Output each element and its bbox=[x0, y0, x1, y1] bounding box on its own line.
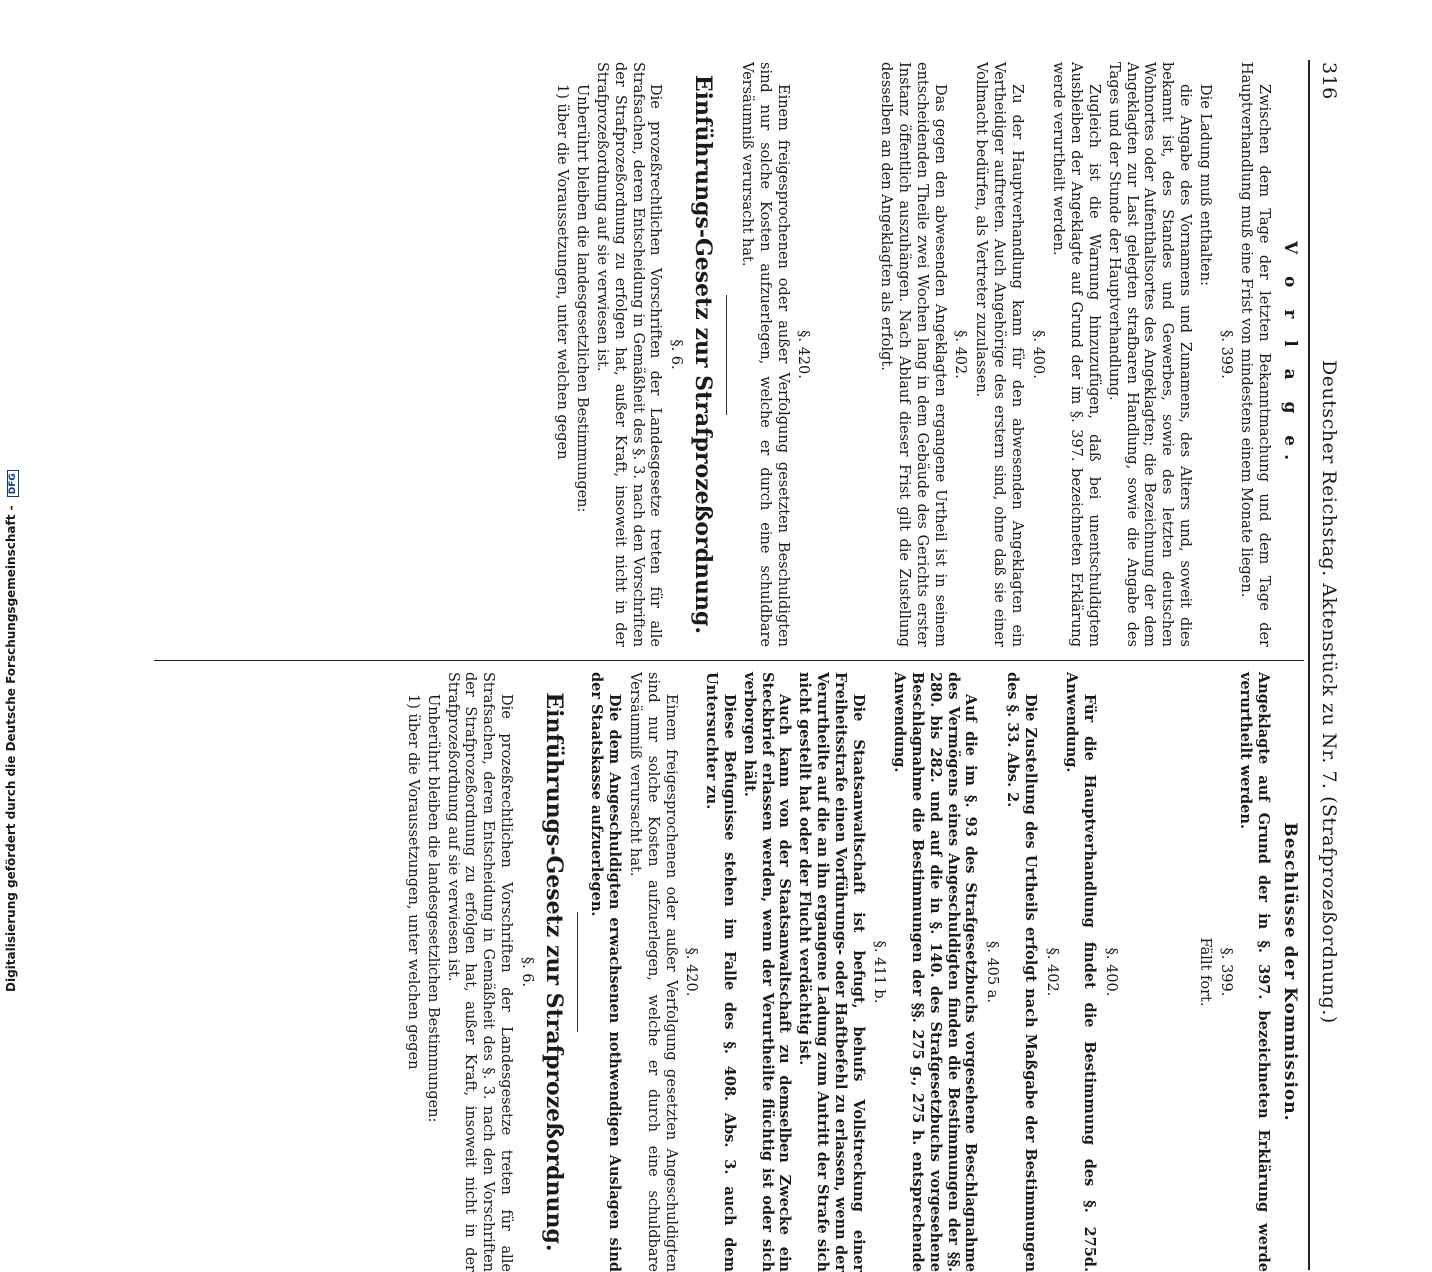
left-column bbox=[551, 62, 1304, 647]
section-number: §. 411 b. bbox=[871, 940, 888, 1004]
paragraph: Die dem Angeschuldigten erwachsenen nothwendigen Auslagen sind der Staatskasse aufzuerlegen. bbox=[588, 672, 624, 1272]
section-number: §. 400. bbox=[1029, 330, 1046, 379]
right-column-heading: Beschlüsse der Kommission. bbox=[1280, 822, 1300, 1122]
section-number: §. 402. bbox=[952, 330, 969, 379]
paragraph: die Angabe des Vornamens und Zunamens, des Alters und, soweit dies bekannt ist, des Standes und Gewerbes, sowie des letzten deutschen Wohnortes oder Aufenthaltsortes des Angeklagten; die Bezeichnung der dem Angeklagten zur Last gelegten strafbaren Handlung, sowie die Angabe des Tages und der Stunde der Hauptverhandlung. bbox=[1105, 62, 1194, 647]
section-number: §. 399. bbox=[1217, 947, 1234, 997]
paragraph: Auf die im §. 93 des Strafgesetzbuchs vorgesehene Beschlagnahme des Vermögens eines Angeschuldigten finden die Bestimmungen der §§. 280. bis 282. und auf die in §. 140. des Strafgesetzbuchs vorgesehene Beschlagnahme die Bestimmungen der §§. 275 g., 275 h. entsprechende Anwendung. bbox=[891, 672, 980, 1272]
section-number: §. 402. bbox=[1043, 947, 1060, 997]
paragraph: Unberührt bleiben die landesgesetzlichen Bestimmungen: bbox=[574, 84, 591, 513]
paragraph: Das gegen den abwesenden Angeklagten ergangene Urtheil ist in seinem entscheidenden Theile zwei Wochen lang in dem Gebäude des Gerichts erster Instanz öffentlich auszuhängen. Nach Ablauf dieser Frist gilt die Zustellung desselben an den Angeklagten als erfolgt. bbox=[878, 62, 948, 647]
paragraph: Einem freigesprochenen oder außer Verfolgung gesetzten Angeschuldigten sind nur solche Kosten aufzuerlegen, welche er durch eine schuldbare Versäumniß verursacht hat. bbox=[627, 672, 679, 1272]
section-number: §. 420. bbox=[795, 330, 812, 379]
header-rule bbox=[1308, 60, 1310, 1270]
paragraph: Einem freigesprochenen oder außer Verfolgung gesetzten Beschuldigten sind nur solche Kosten aufzuerlegen, welche er durch eine schuldbare Versäumniß verursacht hat. bbox=[739, 62, 791, 647]
paragraph: Die prozeßrechtlichen Vorschriften der Landesgesetze treten für alle Strafsachen, deren Entscheidung in Gemäßheit des §. 3. nach den Vorschriften der Strafprozeßordnung zu erfolgen hat, außer Kraft, insoweit nicht in der Strafprozeßordnung auf sie verwiesen ist. bbox=[594, 62, 664, 647]
paragraph: Die Staatsanwaltschaft ist befugt, behufs Vollstreckung einer Freiheitsstrafe einen Vorführungs- oder Haftbefehl zu erlassen, wenn der Verurtheilte auf die an ihn ergangene Ladung zum Antritt der Strafe sich nicht gestellt hat oder der Flucht verdächtig ist. bbox=[796, 672, 867, 1272]
divider bbox=[577, 912, 578, 1032]
paragraph: Auch kann von der Staatsanwaltschaft zu demselben Zwecke ein Steckbrief erlassen werden, wenn der Verurtheilte flüchtig ist oder sich verborgen hält. bbox=[740, 672, 794, 1272]
section-title: Einführungs-Gesetz zur Strafprozeßordnung. bbox=[540, 692, 567, 1252]
divider bbox=[726, 295, 727, 415]
page-number: 316 bbox=[1318, 62, 1340, 100]
paragraph: 1) über die Voraussetzungen, unter welchen gegen bbox=[554, 84, 571, 460]
paragraph: 1) über die Voraussetzungen, unter welchen gegen bbox=[404, 694, 421, 1070]
paragraph: Die prozeßrechtlichen Vorschriften der Landesgesetze treten für alle Strafsachen, deren Entscheidung in Gemäßheit des §. 3. nach den Vorschriften der Strafprozeßordnung zu erfolgen hat, außer Kraft, insoweit nicht in der Strafprozeßordnung auf sie verwiesen ist. bbox=[444, 672, 514, 1272]
section-number: §. 6. bbox=[518, 956, 535, 988]
column-rule bbox=[154, 660, 1304, 661]
paragraph: Zu der Hauptverhandlung kann für den abwesenden Angeklagten ein Vertheidiger auftreten. Auch Angehörige des erstern sind, ohne daß sie einer Vollmacht bedürfen, als Vertreter zuzulassen. bbox=[973, 62, 1025, 647]
section-number: §. 399. bbox=[1217, 330, 1234, 379]
digitization-note bbox=[4, 470, 19, 992]
digitization-text: Digitalisierung gefördert durch die Deutsche Forschungsgemeinschaft - bbox=[4, 505, 18, 992]
paragraph: Fällt fort. bbox=[1196, 937, 1213, 1007]
paragraph: Zugleich ist die Warnung hinzuzufügen, daß bei unentschuldigtem Ausbleiben der Angeklagte auf Grund der im §. 397. bezeichneten Erklärung werde verurtheilt werden. bbox=[1050, 62, 1103, 647]
paragraph: Die Ladung muß enthalten: bbox=[1196, 84, 1213, 286]
paragraph: Unberührt bleiben die landesgesetzlichen Bestimmungen: bbox=[424, 694, 441, 1123]
left-column-heading: V o r l a g e. bbox=[1280, 240, 1300, 469]
right-column bbox=[401, 672, 1304, 1272]
section-number: §. 400. bbox=[1103, 947, 1120, 997]
page-header-title: Deutscher Reichstag. Aktenstück zu Nr. 7. (Strafprozeßordnung.) bbox=[1318, 360, 1340, 1024]
paragraph: Zwischen dem Tage der letzten Bekanntmachung und dem Tage der Hauptverhandlung muß eine Frist von mindestens einem Monate liegen. bbox=[1238, 62, 1273, 647]
section-title: Einführungs-Gesetz zur Strafprozeßordnung. bbox=[690, 74, 717, 635]
section-number: §. 6. bbox=[668, 339, 685, 370]
section-number: §. 420. bbox=[683, 947, 700, 997]
paragraph: Diese Befugnisse stehen im Falle des §. 408. Abs. 3. auch dem Untersuchter zu. bbox=[703, 672, 739, 1272]
dfg-logo: DFG bbox=[7, 470, 19, 497]
paragraph: Für die Hauptverhandlung findet die Bestimmung des §. 275d. Anwendung. bbox=[1063, 672, 1099, 1272]
paragraph: Die Zustellung des Urtheils erfolgt nach Maßgabe der Bestimmungen des §. 33. Abs. 2. bbox=[1004, 672, 1039, 1272]
paragraph: Angeklagte auf Grund der in §. 397. bezeichneten Erklärung werde verurtheilt werden. bbox=[1237, 672, 1273, 1272]
section-number: §. 405 a. bbox=[984, 940, 1001, 1003]
